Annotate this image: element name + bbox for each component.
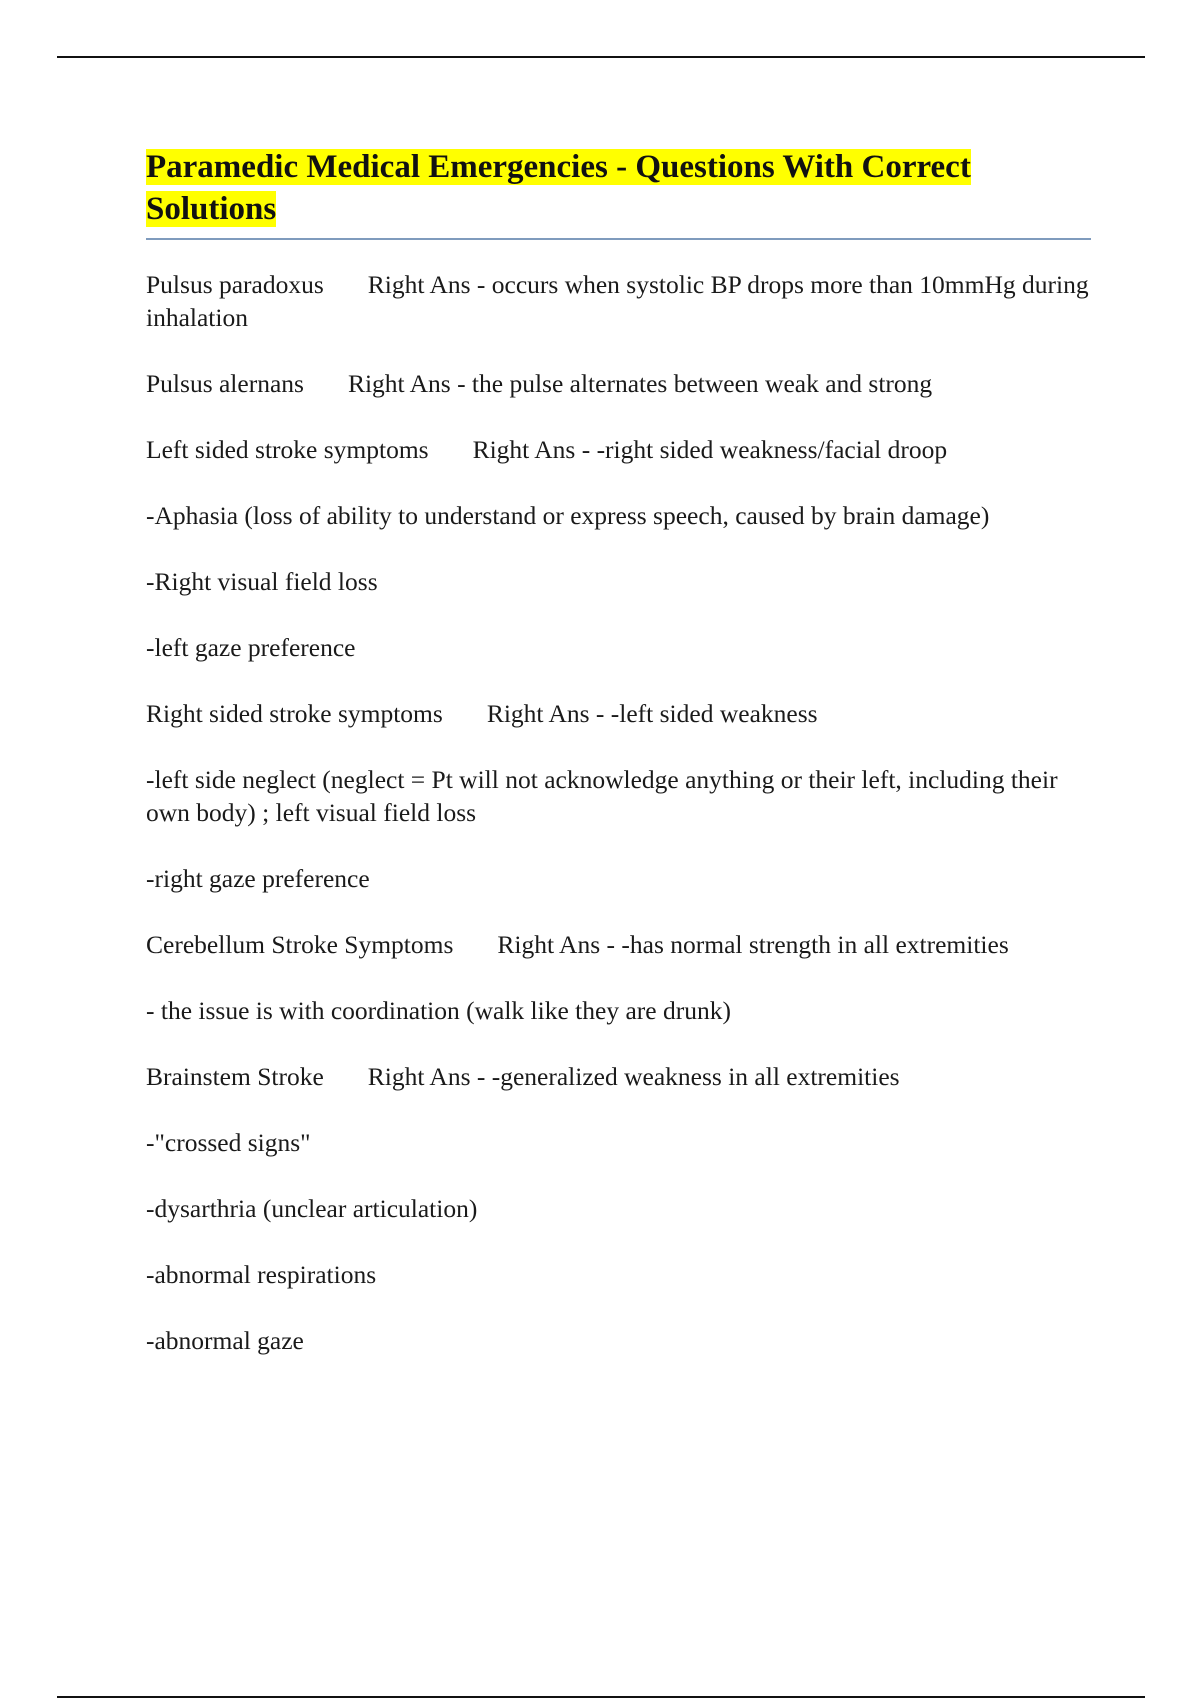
answer-continuation (146, 499, 1091, 532)
answer-text: -right gaze preference (146, 864, 370, 893)
answer-text: Right Ans - -right sided weakness/facial droop (472, 435, 948, 464)
answer-text: Right Ans - -generalized weakness in all extremities (367, 1062, 900, 1091)
answer-text: - the issue is with coordination (walk like they are drunk) (146, 996, 731, 1025)
answer-continuation (146, 994, 1091, 1027)
answer-text: -Right visual field loss (146, 567, 378, 596)
page-footer-rule (57, 1696, 1145, 1698)
question-item (146, 928, 1091, 961)
title-underline (146, 238, 1091, 240)
document-title (146, 146, 1091, 230)
answer-continuation (146, 631, 1091, 664)
answer-text: Right Ans - -left sided weakness (486, 699, 818, 728)
question-text: Right sided stroke symptoms (146, 699, 443, 728)
answer-text: Right Ans - -has normal strength in all extremities (497, 930, 1009, 959)
question-text: Cerebellum Stroke Symptoms (146, 930, 454, 959)
question-text: Pulsus paradoxus (146, 270, 324, 299)
answer-text: -"crossed signs" (146, 1128, 311, 1157)
answer-text: -left side neglect (neglect = Pt will not acknowledge anything or their left, including their own body) ; left visual field loss (146, 765, 1058, 827)
answer-continuation (146, 763, 1091, 829)
answer-continuation (146, 1324, 1091, 1357)
question-text: Pulsus alernans (146, 369, 304, 398)
question-text: Brainstem Stroke (146, 1062, 324, 1091)
answer-continuation (146, 1126, 1091, 1159)
document-body (146, 146, 1091, 1390)
question-item (146, 1060, 1091, 1093)
page-header-rule (57, 56, 1145, 58)
answer-continuation (146, 565, 1091, 598)
title-highlight: Paramedic Medical Emergencies - Questions With Correct Solutions (146, 149, 971, 227)
answer-text: -Aphasia (loss of ability to understand or express speech, caused by brain damage) (146, 501, 990, 530)
question-item (146, 367, 1091, 400)
answer-continuation (146, 1192, 1091, 1225)
answer-text: Right Ans - the pulse alternates between weak and strong (347, 369, 933, 398)
question-item (146, 268, 1091, 334)
answer-continuation (146, 862, 1091, 895)
answer-text: -left gaze preference (146, 633, 356, 662)
answer-continuation (146, 1258, 1091, 1291)
question-item (146, 433, 1091, 466)
qa-list (146, 268, 1091, 1357)
answer-text: -abnormal respirations (146, 1260, 377, 1289)
question-item (146, 697, 1091, 730)
answer-text: -abnormal gaze (146, 1326, 304, 1355)
question-text: Left sided stroke symptoms (146, 435, 429, 464)
answer-text: -dysarthria (unclear articulation) (146, 1194, 478, 1223)
answer-text: Right Ans - occurs when systolic BP drops more than 10mmHg during inhalation (146, 270, 1089, 332)
